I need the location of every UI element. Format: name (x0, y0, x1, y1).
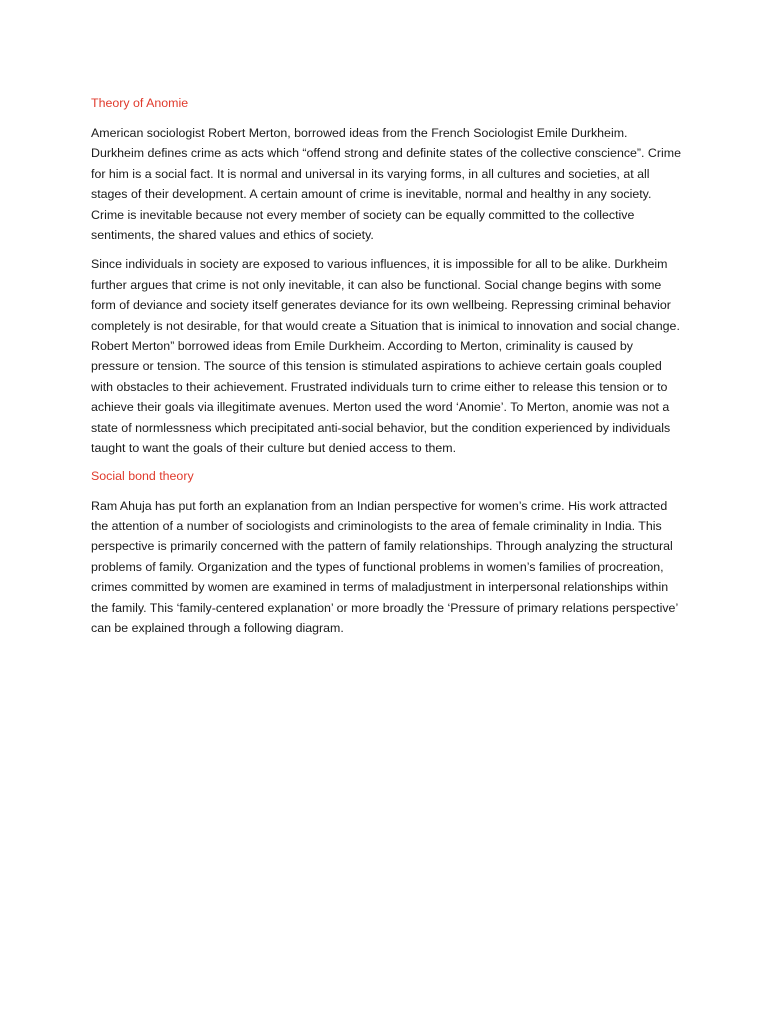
paragraph-anomie-2: Since individuals in society are exposed to various influences, it is impossible for all to be alike. Durkheim further argues that crime is not only inevitable, it can also be functional. Social change begins with some form of deviance and society itself generates deviance for its own wellbeing. Repressing criminal behavior completely is not desirable, for that would create a Situation that is inimical to innovation and social change. Robert Merton” borrowed ideas from Emile Durkheim. According to Merton, criminality is caused by pressure or tension. The source of this tension is stimulated aspirations to achieve certain goals coupled with obstacles to their achievement. Frustrated individuals turn to crime either to release this tension or to achieve their goals via illegitimate avenues. Merton used the word ‘Anomie’. To Merton, anomie was not a state of normlessness which precipitated anti-social behavior, but the condition experienced by individuals taught to want the goals of their culture but denied access to them. (91, 257, 680, 456)
section-heading-theory-of-anomie: Theory of Anomie (91, 96, 189, 110)
section-heading-social-bond-theory: Social bond theory (91, 468, 194, 483)
paragraph-anomie-1: American sociologist Robert Merton, borrowed ideas from the French Sociologist Emile Durkheim. Durkheim defines crime as acts which “offend strong and definite states of the collective conscience”. Crime for him is a social fact. It is normal and universal in its varying forms, in all cultures and societies, at all stages of their development. A certain amount of crime is inevitable, normal and healthy in any society. Crime is inevitable because not every member of society can be equally committed to the collective sentiments, the shared values and ethics of society. (91, 126, 681, 243)
document-body (91, 95, 681, 647)
paragraph-social-bond-1: Ram Ahuja has put forth an explanation from an Indian perspective for women’s crime. His work attracted the attention of a number of sociologists and criminologists to the area of female criminality in India. This perspective is primarily concerned with the pattern of family relationships. Through analyzing the structural problems of family. Organization and the types of functional problems in women’s families of procreation, crimes committed by women are examined in terms of maladjustment in interpersonal relationships within the family. This ‘family-centered explanation’ or more broadly the ‘Pressure of primary relations perspective’ can be explained through a following diagram. (91, 498, 678, 635)
